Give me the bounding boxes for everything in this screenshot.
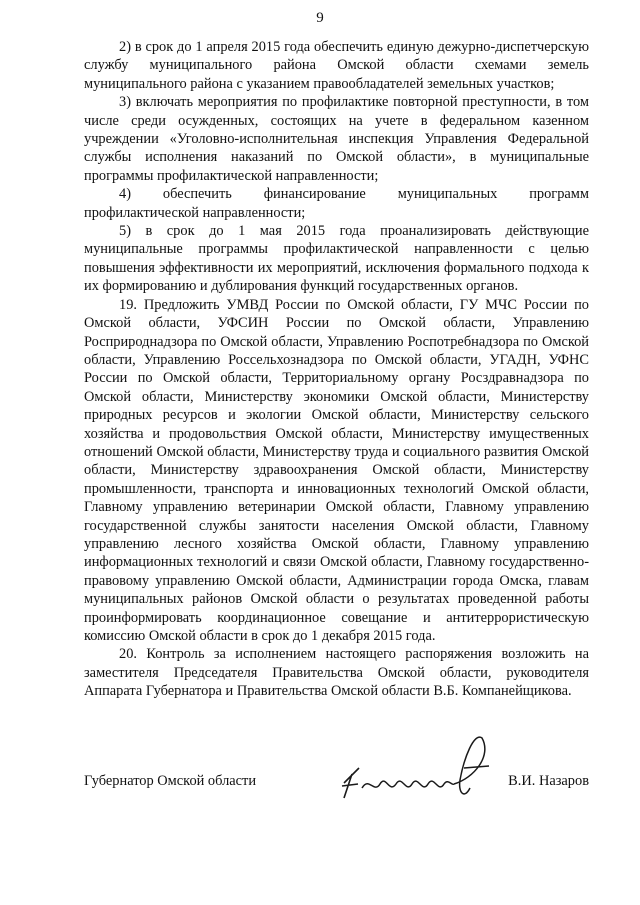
paragraph-19: 19. Предложить УМВД России по Омской области, ГУ МЧС России по Омской области, УФСИН России по Омской области, Управлению Росприроднадзора по Омской области, Управлению Роспотребнадзора по Омской области, Управлению Россельхознадзора по Омской области, УГАДН, УФНС России по Омской области, Территориальному органу Росздравнадзора по Омской области, Министерству экономики Омской области, Министерству природных ресурсов и экологии Омской области, Министерству сельского хозяйства и продовольствия Омской области, Министерству имущественных отношений Омской области, Министерству труда и социального развития Омской области, Министерству здравоохранения Омской области, Министерству промышленности, транспорта и инновационных технологий Омской области, Главному управлению ветеринарии Омской области, Главному управлению государственной службы занятости населения Омской области, Главному управлению лесного хозяйства Омской области, Главному управлению информационных технологий и связи Омской области, Главному государственно-правовому управлению Омской области, Администрации города Омска, главам муниципальных районов Омской области о результатах проведенной работы проинформировать координационное совещание и антитеррористическую комиссию Омской области в срок до 1 декабря 2015 года.: [84, 296, 589, 644]
paragraph-item-4: 4) обеспечить финансирование муниципальных программ: [119, 186, 589, 203]
signer-title: Губернатор Омской области: [84, 773, 257, 789]
signer-name: В.И. Назаров: [508, 773, 589, 789]
paragraph-20: 20. Контроль за исполнением настоящего распоряжения возложить на заместителя Председателя Правительства Омской области, руководителя Аппарата Губернатора и Правительства Омской области В.Б. Компанейщикова.: [84, 646, 589, 700]
page-number: 9: [316, 10, 324, 26]
handwritten-signature: [314, 728, 514, 808]
paragraph-item-2: 2) в срок до 1 апреля 2015 года обеспечить единую дежурно-диспетчерскую службу муниципального района Омской области схемами земель муниципального района с указанием правообладателей земельных участков;: [84, 39, 589, 92]
paragraph-item-3: 3) включать мероприятия по профилактике повторной преступности, в том числе среди осужденных, состоящих на учете в федеральном казенном учреждении «Уголовно-исполнительная инспекция Управления Федеральной службы исполнения наказаний по Омской области», в муниципальные программы профилактической направленности;: [84, 94, 589, 184]
document-body: [84, 38, 589, 701]
signature-block: [84, 768, 589, 808]
paragraph-item-4-continuation: профилактической направленности;: [84, 204, 306, 221]
paragraph-item-5: 5) в срок до 1 мая 2015 года проанализировать действующие муниципальные программы профилактической направленности с целью повышения эффективности их мероприятий, исключения формального подхода к их формированию и дублирования функций государственных органов.: [84, 223, 589, 295]
